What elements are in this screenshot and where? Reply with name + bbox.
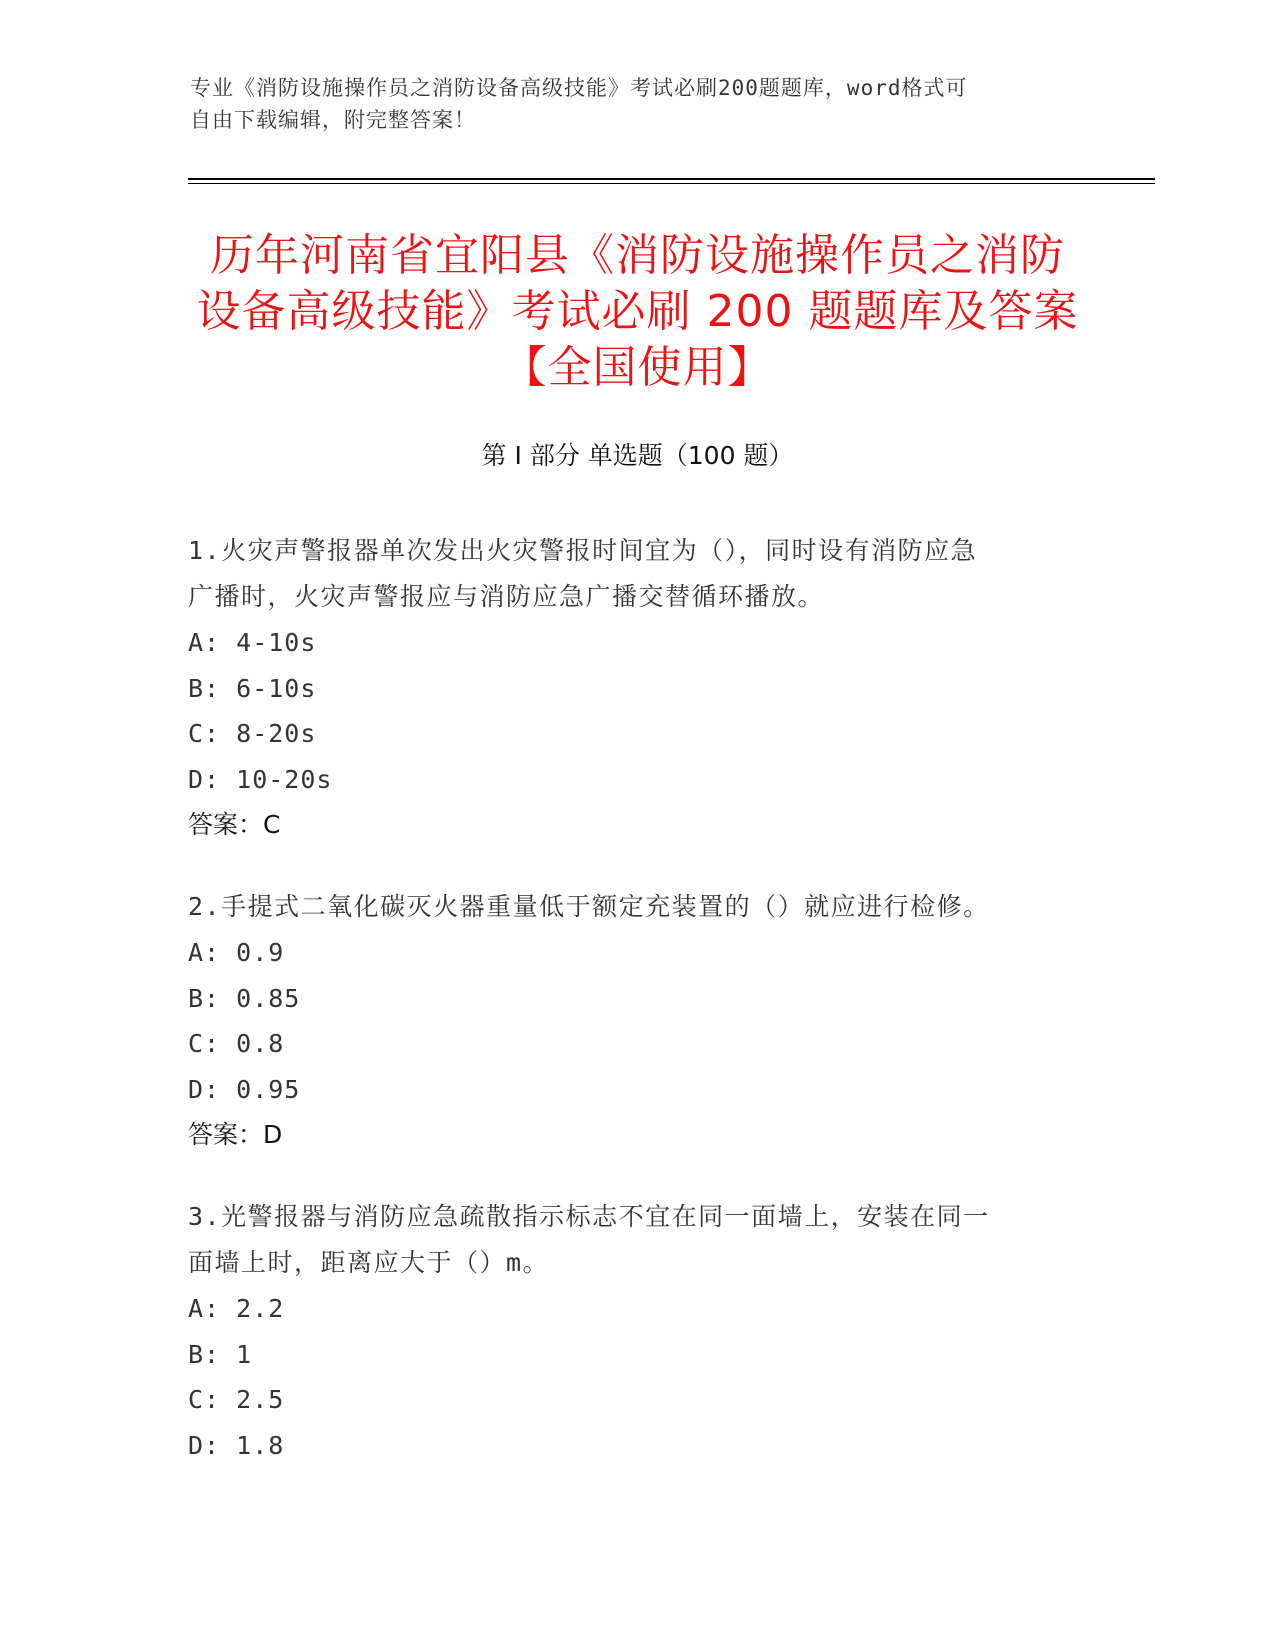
question-text-line: 面墙上时，距离应大于（）m。 — [188, 1248, 550, 1277]
title-line-2: 设备高级技能》考试必刷 200 题题库及答案 — [196, 286, 1079, 337]
option-a: A: 2.2 — [188, 1294, 285, 1323]
question-text-line: 广播时，火灾声警报应与消防应急广播交替循环播放。 — [188, 582, 825, 611]
header-note-line-2: 自由下载编辑，附完整答案！ — [190, 108, 476, 132]
question-text-line: 2.手提式二氧化碳灭火器重量低于额定充装置的（）就应进行检修。 — [188, 892, 990, 921]
option-d: D: 10-20s — [188, 764, 333, 794]
option-d: D: 1.8 — [188, 1430, 285, 1460]
header-note-line-1: 专业《消防设施操作员之消防设备高级技能》考试必刷200题题库，word格式可 — [190, 76, 968, 100]
document-title — [0, 228, 1275, 396]
header-note — [190, 72, 1070, 136]
option-b: B: 6-10s — [188, 673, 317, 703]
option-d: D: 0.95 — [188, 1074, 301, 1104]
answer: 答案：D — [188, 1120, 283, 1149]
question-list — [188, 528, 1068, 1504]
option-a: A: 4-10s — [188, 628, 317, 657]
option-a: A: 0.9 — [188, 938, 285, 967]
question-3 — [188, 1194, 1068, 1468]
section-title: 第 I 部分 单选题（100 题） — [481, 441, 794, 470]
question-1 — [188, 528, 1068, 848]
option-b: B: 1 — [188, 1339, 253, 1369]
title-line-3: 【全国使用】 — [502, 342, 773, 393]
option-c: C: 0.8 — [188, 1029, 285, 1058]
question-text — [188, 528, 1068, 620]
title-line-1: 历年河南省宜阳县《消防设施操作员之消防 — [210, 230, 1065, 281]
header-divider-thin — [188, 183, 1155, 184]
option-c: C: 2.5 — [188, 1385, 285, 1414]
answer: 答案：C — [188, 810, 281, 839]
header-divider-thick — [188, 178, 1155, 180]
question-text-line: 3.光警报器与消防应急疏散指示标志不宜在同一面墙上，安装在同一 — [188, 1202, 990, 1231]
question-text — [188, 1194, 1068, 1286]
option-b: B: 0.85 — [188, 983, 301, 1013]
option-c: C: 8-20s — [188, 719, 317, 748]
question-text-line: 1.火灾声警报器单次发出火灾警报时间宜为（），同时设有消防应急 — [188, 536, 978, 565]
question-text — [188, 884, 1068, 930]
question-2 — [188, 884, 1068, 1158]
